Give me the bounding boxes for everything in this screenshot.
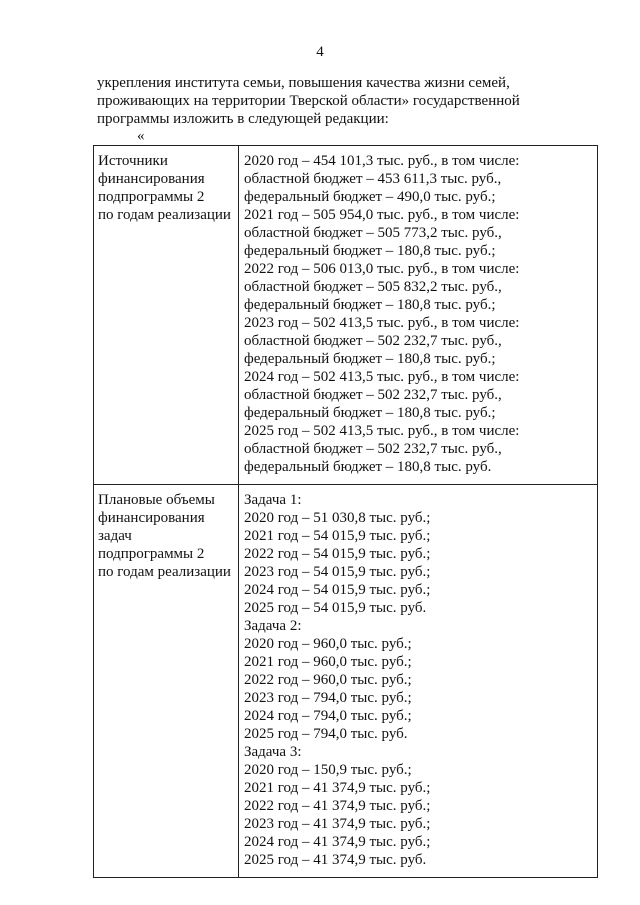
value-line: 2023 год – 502 413,5 тыс. руб., в том числе: — [244, 315, 520, 331]
value-line: 2021 год – 41 374,9 тыс. руб.; — [244, 780, 431, 796]
value-line: областной бюджет – 453 611,3 тыс. руб., — [244, 171, 502, 187]
label-line: по годам реализации — [98, 564, 231, 580]
value-line: 2020 год – 150,9 тыс. руб.; — [244, 762, 412, 778]
value-line: федеральный бюджет – 180,8 тыс. руб.; — [244, 351, 496, 367]
value-line: областной бюджет – 502 232,7 тыс. руб., — [244, 441, 502, 457]
value-line: 2020 год – 51 030,8 тыс. руб.; — [244, 510, 431, 526]
label-line: задач — [98, 528, 132, 544]
value-line: Задача 2: — [244, 618, 302, 634]
row-label-cell — [94, 485, 239, 878]
value-line: 2025 год – 41 374,9 тыс. руб. — [244, 852, 427, 868]
label-line: финансирования — [98, 171, 205, 187]
value-line: 2025 год – 54 015,9 тыс. руб. — [244, 600, 427, 616]
value-line: областной бюджет – 502 232,7 тыс. руб., — [244, 387, 502, 403]
value-line: 2021 год – 505 954,0 тыс. руб., в том числе: — [244, 207, 520, 223]
value-line: федеральный бюджет – 490,0 тыс. руб.; — [244, 189, 496, 205]
financing-table — [93, 145, 598, 878]
table-row — [94, 485, 598, 878]
label-line: Источники — [98, 153, 168, 169]
label-line: финансирования — [98, 510, 205, 526]
row-value-cell — [239, 146, 598, 485]
value-line: 2025 год – 794,0 тыс. руб. — [244, 726, 408, 742]
value-line: Задача 3: — [244, 744, 302, 760]
value-line: 2025 год – 502 413,5 тыс. руб., в том числе: — [244, 423, 520, 439]
label-line: подпрограммы 2 — [98, 189, 205, 205]
value-line: федеральный бюджет – 180,8 тыс. руб.; — [244, 297, 496, 313]
intro-paragraph — [97, 74, 597, 128]
value-line: 2024 год – 41 374,9 тыс. руб.; — [244, 834, 431, 850]
value-line: 2022 год – 41 374,9 тыс. руб.; — [244, 798, 431, 814]
intro-line: укрепления института семьи, повышения качества жизни семей, — [97, 75, 510, 91]
row-value-cell — [239, 485, 598, 878]
label-line: по годам реализации — [98, 207, 231, 223]
value-line: областной бюджет – 505 773,2 тыс. руб., — [244, 225, 502, 241]
value-line: 2020 год – 454 101,3 тыс. руб., в том числе: — [244, 153, 520, 169]
value-line: 2022 год – 54 015,9 тыс. руб.; — [244, 546, 431, 562]
value-line: федеральный бюджет – 180,8 тыс. руб. — [244, 459, 492, 475]
value-line: 2022 год – 506 013,0 тыс. руб., в том числе: — [244, 261, 520, 277]
intro-line: проживающих на территории Тверской области» государственной — [97, 93, 520, 109]
table-row — [94, 146, 598, 485]
row-label-cell — [94, 146, 239, 485]
value-line: 2022 год – 960,0 тыс. руб.; — [244, 672, 412, 688]
open-quote: « — [137, 128, 145, 144]
value-line: 2023 год – 54 015,9 тыс. руб.; — [244, 564, 431, 580]
intro-line: программы изложить в следующей редакции: — [97, 111, 389, 127]
value-line: 2020 год – 960,0 тыс. руб.; — [244, 636, 412, 652]
value-line: 2024 год – 794,0 тыс. руб.; — [244, 708, 412, 724]
value-line: 2023 год – 41 374,9 тыс. руб.; — [244, 816, 431, 832]
value-line: федеральный бюджет – 180,8 тыс. руб.; — [244, 243, 496, 259]
value-line: федеральный бюджет – 180,8 тыс. руб.; — [244, 405, 496, 421]
value-line: областной бюджет – 505 832,2 тыс. руб., — [244, 279, 502, 295]
value-line: областной бюджет – 502 232,7 тыс. руб., — [244, 333, 502, 349]
label-line: Плановые объемы — [98, 492, 215, 508]
page-number: 4 — [316, 44, 324, 60]
value-line: 2021 год – 960,0 тыс. руб.; — [244, 654, 412, 670]
value-line: 2023 год – 794,0 тыс. руб.; — [244, 690, 412, 706]
value-line: 2024 год – 502 413,5 тыс. руб., в том числе: — [244, 369, 520, 385]
value-line: 2024 год – 54 015,9 тыс. руб.; — [244, 582, 431, 598]
label-line: подпрограммы 2 — [98, 546, 205, 562]
value-line: 2021 год – 54 015,9 тыс. руб.; — [244, 528, 431, 544]
value-line: Задача 1: — [244, 492, 302, 508]
